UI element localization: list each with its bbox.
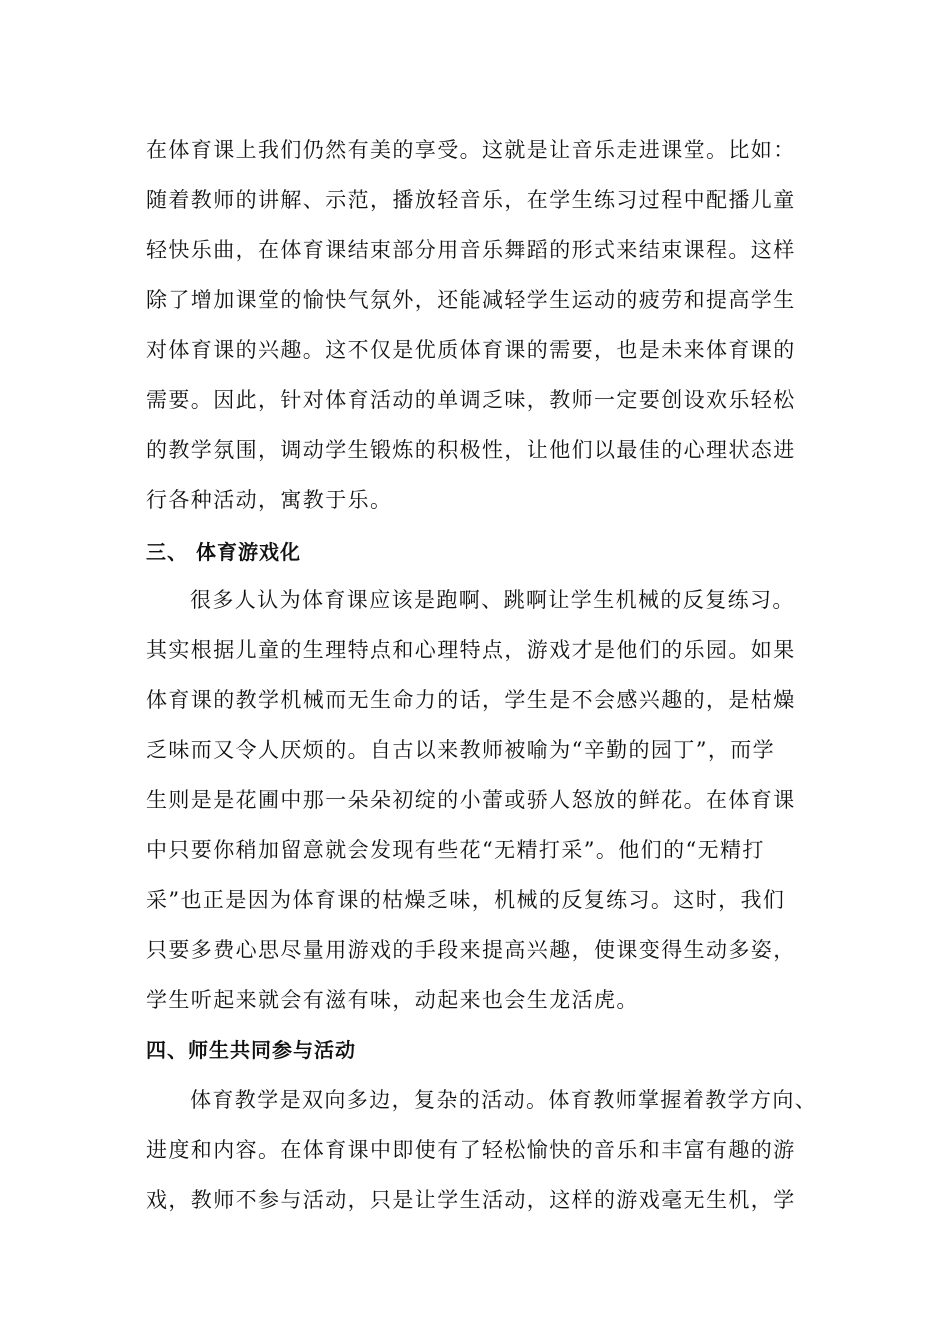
paragraph-line: 戏，教师不参与活动，只是让学生活动，这样的游戏毫无生机，学 [146, 1188, 796, 1212]
section-heading-3: 三、 体育游戏化 [146, 540, 301, 564]
paragraph-line: 乏味而又令人厌烦的。自古以来教师被喻为“辛勤的园丁”，而学 [146, 738, 776, 762]
paragraph-line: 在体育课上我们仍然有美的享受。这就是让音乐走进课堂。比如： [146, 138, 796, 162]
paragraph-line: 随着教师的讲解、示范，播放轻音乐，在学生练习过程中配播儿童 [146, 188, 796, 212]
paragraph-line: 进度和内容。在体育课中即使有了轻松愉快的音乐和丰富有趣的游 [146, 1138, 796, 1162]
section-heading-4: 四、师生共同参与活动 [146, 1038, 356, 1062]
paragraph-line: 采”也正是因为体育课的枯燥乏味，机械的反复练习。这时，我们 [146, 888, 786, 912]
paragraph-line: 的教学氛围，调动学生锻炼的积极性，让他们以最佳的心理状态进 [146, 438, 796, 462]
paragraph-line: 中只要你稍加留意就会发现有些花“无精打采”。他们的“无精打 [146, 838, 765, 862]
paragraph-line: 对体育课的兴趣。这不仅是优质体育课的需要，也是未来体育课的 [146, 338, 796, 362]
paragraph-line: 行各种活动，寓教于乐。 [146, 488, 393, 512]
paragraph-line: 体育教学是双向多边，复杂的活动。体育教师掌握着教学方向、 [190, 1088, 818, 1112]
paragraph-line: 除了增加课堂的愉快气氛外，还能减轻学生运动的疲劳和提高学生 [146, 288, 796, 312]
paragraph-line: 体育课的教学机械而无生命力的话，学生是不会感兴趣的，是枯燥 [146, 688, 796, 712]
paragraph-line: 很多人认为体育课应该是跑啊、跳啊让学生机械的反复练习。 [190, 588, 795, 612]
paragraph-line: 其实根据儿童的生理特点和心理特点，游戏才是他们的乐园。如果 [146, 638, 796, 662]
paragraph-line: 生则是是花圃中那一朵朵初绽的小蕾或骄人怒放的鲜花。在体育课 [146, 788, 796, 812]
paragraph-line: 学生听起来就会有滋有味，动起来也会生龙活虎。 [146, 988, 639, 1012]
paragraph-line: 只要多费心思尽量用游戏的手段来提高兴趣，使课变得生动多姿， [146, 938, 796, 962]
paragraph-line: 轻快乐曲，在体育课结束部分用音乐舞蹈的形式来结束课程。这样 [146, 238, 796, 262]
paragraph-line: 需要。因此，针对体育活动的单调乏味，教师一定要创设欢乐轻松 [146, 388, 796, 412]
